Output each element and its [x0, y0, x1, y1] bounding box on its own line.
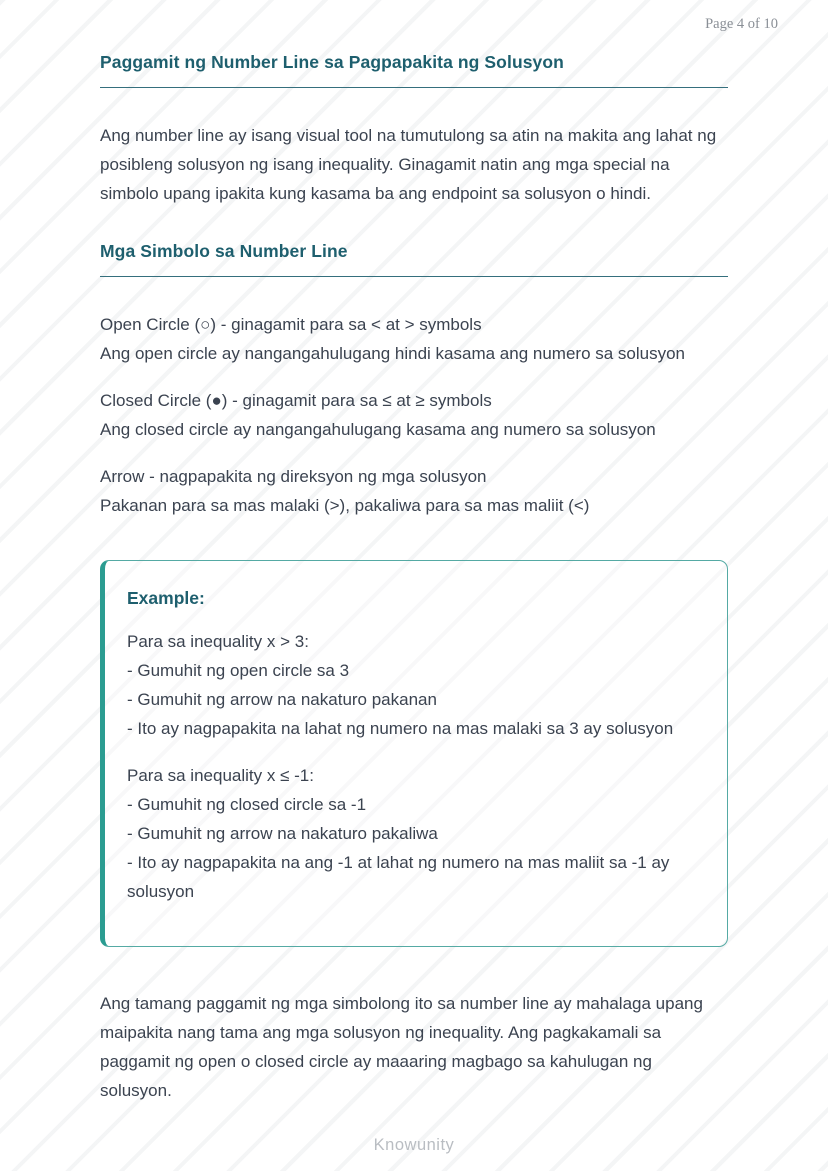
intro-paragraph: Ang number line ay isang visual tool na tumutulong sa atin na makita ang lahat ng posibleng solusyon ng isang inequality. Ginagamit natin ang mga special na simbolo upang ipakita kung kasama ba ang endpoint sa solusyon o hindi. — [100, 126, 717, 203]
example1-bullet: - Gumuhit ng arrow na nakaturo pakanan — [127, 690, 437, 709]
example2-bullet: - Gumuhit ng arrow na nakaturo pakaliwa — [127, 824, 438, 843]
footer-brand: Knowunity — [373, 1136, 455, 1154]
section-title-paggamit-number-line: Paggamit ng Number Line sa Pagpapakita ng Solusyon — [100, 52, 728, 88]
example-block-x-leq-neg1 — [127, 761, 701, 906]
page-indicator: Page 4 of 10 — [705, 16, 778, 32]
example-box — [100, 560, 728, 947]
open-circle-definition: Open Circle (○) - ginagamit para sa < at > symbols — [100, 315, 482, 334]
example-box-title: Example: — [127, 588, 205, 608]
symbol-closed-circle — [100, 386, 728, 444]
example2-bullet: - Ito ay nagpapakita na ang -1 at lahat ng numero na mas maliit sa -1 ay solusyon — [127, 853, 670, 901]
example2-bullet: - Gumuhit ng closed circle sa -1 — [127, 795, 367, 814]
closing-paragraph: Ang tamang paggamit ng mga simbolong ito sa number line ay mahalaga upang maipakita nang tama ang mga solusyon ng inequality. Ang pagkakamali sa paggamit ng open o closed circle ay maaaring magbago sa kahulugan ng solusyon. — [100, 994, 703, 1100]
example2-intro: Para sa inequality x ≤ -1: — [127, 766, 314, 785]
open-circle-meaning: Ang open circle ay nangangahulugang hindi kasama ang numero sa solusyon — [100, 344, 686, 363]
section-title-mga-simbolo: Mga Simbolo sa Number Line — [100, 241, 728, 277]
closed-circle-definition: Closed Circle (●) - ginagamit para sa ≤ at ≥ symbols — [100, 391, 492, 410]
closed-circle-meaning: Ang closed circle ay nangangahulugang kasama ang numero sa solusyon — [100, 420, 656, 439]
example-block-x-greater-3 — [127, 627, 701, 743]
arrow-definition: Arrow - nagpapakita ng direksyon ng mga solusyon — [100, 467, 487, 486]
symbol-open-circle — [100, 310, 728, 368]
example1-bullet: - Ito ay nagpapakita na lahat ng numero na mas malaki sa 3 ay solusyon — [127, 719, 674, 738]
example1-bullet: - Gumuhit ng open circle sa 3 — [127, 661, 350, 680]
arrow-meaning: Pakanan para sa mas malaki (>), pakaliwa para sa mas maliit (<) — [100, 496, 590, 515]
section-simbolo — [100, 241, 728, 277]
example1-intro: Para sa inequality x > 3: — [127, 632, 309, 651]
symbol-arrow — [100, 462, 728, 520]
